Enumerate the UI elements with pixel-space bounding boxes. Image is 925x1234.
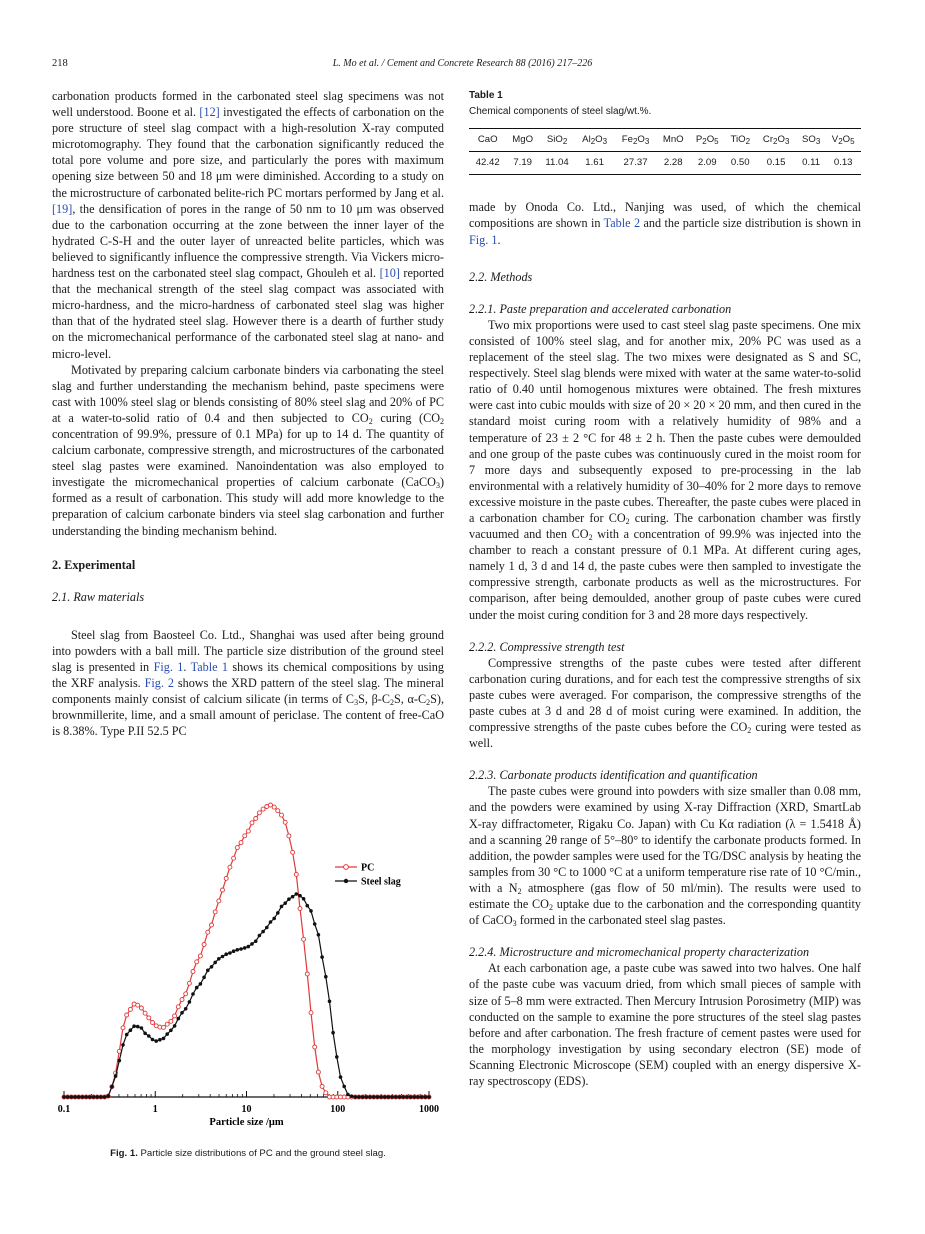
table-cell: 11.04 xyxy=(545,157,569,169)
data-point xyxy=(316,1070,320,1074)
reference-link[interactable]: Fig. 1 xyxy=(469,232,498,247)
legend-marker xyxy=(344,865,349,870)
running-title: L. Mo et al. / Cement and Concrete Research 88 (2016) 217–226 xyxy=(332,58,593,69)
data-point xyxy=(73,1095,77,1099)
table-header-cell: $Cr_2O_3$ xyxy=(762,134,790,147)
data-point xyxy=(243,834,247,838)
data-point xyxy=(140,1026,144,1030)
data-point xyxy=(416,1095,420,1099)
data-point xyxy=(188,1000,192,1004)
data-point xyxy=(206,930,210,934)
data-point xyxy=(276,809,280,813)
data-point xyxy=(191,970,195,974)
data-point xyxy=(313,1045,317,1049)
x-tick-label: 100 xyxy=(330,1104,346,1115)
table-header-cell: CaO xyxy=(477,134,498,146)
data-point xyxy=(413,1095,417,1099)
data-point xyxy=(254,939,258,943)
data-point xyxy=(121,1026,125,1030)
data-point xyxy=(103,1095,107,1099)
data-point xyxy=(162,1037,166,1041)
data-point xyxy=(376,1095,380,1099)
reference-link[interactable]: [19] xyxy=(52,201,73,216)
x-tick-label: 0.1 xyxy=(57,1104,71,1115)
data-point xyxy=(162,1025,166,1029)
data-point xyxy=(287,897,291,901)
subscript: 3 xyxy=(435,481,440,491)
data-point xyxy=(195,960,199,964)
data-point xyxy=(121,1043,125,1047)
data-point xyxy=(228,865,232,869)
data-point xyxy=(147,1016,151,1020)
data-point xyxy=(169,1029,173,1033)
data-point xyxy=(372,1095,376,1099)
data-point xyxy=(210,965,214,969)
section-raw-materials-heading: 2.1. Raw materials xyxy=(52,589,145,604)
data-point xyxy=(180,998,184,1002)
data-point xyxy=(298,894,302,898)
data-point xyxy=(272,917,276,921)
reference-link[interactable]: Table 1 xyxy=(190,660,228,674)
data-point xyxy=(180,1011,184,1015)
data-point xyxy=(236,948,240,952)
data-point xyxy=(335,1055,339,1059)
figure-1-caption-text: Particle size distributions of PC and the ground steel slag. xyxy=(137,1148,386,1159)
data-point xyxy=(95,1095,99,1099)
data-point xyxy=(62,1095,66,1099)
section-experimental-heading: 2. Experimental xyxy=(52,557,136,572)
chemical-components-table xyxy=(469,128,861,175)
paragraph-microstructure: At each carbonation age, a paste cube was sawed into two halves. One half of the paste cube was vacuum dried, from which small pieces of sample with size of 5–8 mm were extracted. Then Mercury Intrusion Porosimetry (MIP) was conducted on the sample to examine the pore structures of the steel slag pastes before and after carbonation. The fresh fracture of cement pastes were used for the morphology investigation by using secondary electron (SE) mode of Scanning Electronic Microscope (SEM) coupled with an energy dispersive X-ray spectroscopy (EDS). xyxy=(469,961,861,1088)
data-point xyxy=(232,949,236,953)
data-point xyxy=(151,1021,155,1025)
data-point xyxy=(176,1005,180,1009)
table-header-row xyxy=(469,129,861,152)
data-point xyxy=(199,982,203,986)
data-point xyxy=(106,1094,110,1098)
data-point xyxy=(202,976,206,980)
subscript: 2 xyxy=(390,698,394,708)
subscript: 2 xyxy=(426,698,431,708)
page-number: 218 xyxy=(52,58,68,69)
data-point xyxy=(247,945,251,949)
reference-link[interactable]: Table 2 xyxy=(603,216,641,231)
paragraph-compressive-strength: Compressive strengths of the paste cubes were tested after different carbonation curing durations, and for each test the compressive strengths of six paste cubes were averaged. For comparison, the compressive strengths of the paste cubes at 3 d and 28 d of moist curing were examined. In addition, the compressive strengths of the paste cubes before the $CO_2$ curing were tested as well. xyxy=(469,655,861,751)
table-cell: 0.11 xyxy=(802,157,821,169)
section-paste-preparation-heading: 2.2.1. Paste preparation and accelerated carbonation xyxy=(469,301,732,316)
data-point xyxy=(81,1095,85,1099)
data-point xyxy=(424,1095,428,1099)
data-point xyxy=(309,1011,313,1015)
data-point xyxy=(324,975,328,979)
table-header-cell: $V_2O_5$ xyxy=(831,134,855,147)
left-column xyxy=(52,88,444,739)
data-point xyxy=(313,922,317,926)
table-header-cell: $Fe_2O_3$ xyxy=(621,134,650,147)
data-point xyxy=(143,1032,147,1036)
data-point xyxy=(272,805,276,809)
data-point xyxy=(224,952,228,956)
data-point xyxy=(195,986,199,990)
data-point xyxy=(261,930,265,934)
data-point xyxy=(280,813,284,817)
table-cell: 2.09 xyxy=(697,157,717,169)
legend-label: PC xyxy=(361,862,375,874)
data-point xyxy=(280,905,284,909)
data-point xyxy=(365,1095,369,1099)
right-column xyxy=(469,88,861,1089)
paragraph-intro-continued: carbonation products formed in the carbonated steel slag specimens was not well understood. Boone et al. [12] investigated the effects of carbonation on the pore structure of steel slag compact with a high-resolution X-ray computed microtomography. They found that the carbonation significantly reduced the total pore volume and pore size, and particularly the pores with maximum opening size between 50 and 18 μm were diminished. According to a study on the microstructure of carbonated belite-rich PC mortars performed by Jang et al. [19], the densification of pores in the range of 50 nm to 10 μm was observed due to the carbonation occurring at the zone between the inner layer of the hydrated C-S-H and the outer layer of unreacted belite particles, which was believed to significantly influence the compressive strength. Via Vickers micro-hardness test on the carbonated steel slag compact, Ghouleh et al. [10] reported that the mechanical strength of the steel slag compact was associated with micro-hardness, and the micro-hardness of carbonated steel slag was higher than that of the hydrated steel slag. However there is a dearth of further study on the micromechanical performance of the carbonated steel slag at nano- and micro-level. xyxy=(52,89,444,361)
series-line-steel-slag xyxy=(64,894,429,1097)
subscript: 2 xyxy=(747,726,752,736)
data-point xyxy=(257,811,261,815)
paragraph-carbonate-products: The paste cubes were ground into powders with size smaller than 0.08 mm, and the powders were examined by using X-ray Diffraction (XRD, SmartLab X-ray diffractometer, Rigaku Co. Japan) with Cu Kα radiation (λ = 1.5418 Å) and a scanning 2θ range of 5°–80° to identify the carbonate products formed. In addition, the powder samples were used for the TG/DSC analysis by heating the samples from 30 °C to 1000 °C at a uniform temperature rise rate of 10 °C/min., with a $N_2$ atmosphere (gas flow of 50 ml/min). The results were used to estimate the $CO_2$ uptake due to the carbonation and the corresponding quantity of CaCO$_3$ formed in the carbonated steel slag pastes. xyxy=(469,784,862,929)
data-point xyxy=(287,834,291,838)
data-point xyxy=(398,1095,402,1099)
data-point xyxy=(295,892,299,896)
figure-1-caption-label: Fig. 1. xyxy=(110,1148,138,1159)
paragraph-raw-materials: Steel slag from Baosteel Co. Ltd., Shanghai was used after being ground into powders with a ball mill. The particle size distribution of the ground steel slag is presented in Fig. 1. Table 1 shows its chemical compositions by using the XRF analysis. Fig. 2 shows the XRD pattern of the steel slag. The mineral components mainly consist of calcium silicate (in terms of $C_3S$, $\beta-C_2S$, $\alpha-C_2S$), brownmillerite, lime, and a small amount of periclase. The content of free-CaO is 8.38%. Type P.II 52.5 PC xyxy=(52,627,444,739)
data-point xyxy=(246,829,250,833)
paragraph-motivation: Motivated by preparing calcium carbonate binders via carbonating the steel slag and further understanding the mechanism behind, paste specimens were cast with 100% steel slag or blends consisting of 80% steel slag and 20% of PC at a water-to-solid ratio of 0.4 and then subjected to $CO_2$ curing ($CO_2$ concentration of 99.9%, pressure of 0.1 MPa) for up to 14 d. The quantity of calcium carbonate, compressive strength, and microstructures of the carbonated steel slag pastes were examined. Nanoindentation was also employed to investigate the micromechanical properties of calcium carbonate (CaCO$_3$) formed as a result of carbonation. This study will add more knowledge to the preparation of calcium carbonate binders via steel slag carbonation and further understanding the binding mechanism behind. xyxy=(52,362,445,538)
data-point xyxy=(198,954,202,958)
subscript: 2 xyxy=(625,516,630,526)
data-point xyxy=(139,1006,143,1010)
data-point xyxy=(239,947,243,951)
data-point xyxy=(125,1013,129,1017)
table-header-cell: $Al_2O_3$ xyxy=(582,134,608,147)
table-header-cell: MgO xyxy=(512,134,534,146)
data-point xyxy=(202,943,206,947)
figure-1-caption xyxy=(52,1148,444,1159)
data-point xyxy=(276,911,280,915)
paragraph-paste-preparation: Two mix proportions were used to cast steel slag paste specimens. One mix consisted of 100% steel slag, and for another mix, 20% PC was used as a replacement of the steel slag. The two mixes were designated as S and SC, respectively. Steel slag blends were mixed with water at the same water-to-solid ratio of 0.40 until homogenous mixtures were obtained. The fresh mixtures were cast into cubic moulds with size of 20 × 20 × 20 mm, and then cured in the standard moist curing room with a relatively humidity of 98% and a temperature of 23 ± 2 °C for 48 ± 2 h. Then the paste cubes were demoulded and one group of the paste cubes was continuously cured in the moist room for 7 more days and subsequently exposed to pre-processing in the lab environmental with a relatively humidity of 30–40% for 2 more days to remove excessive moisture in the paste cubes. Thereafter, the paste cubes were placed in a carbonation chamber for $CO_2$ curing. The carbonation chamber was firstly vacuumed and then $CO_2$ with a concentration of 99.9% was injected into the chamber to reach a constant pressure of 0.1 MPa. At different curing ages, namely 1 d, 3 d and 14 d, the paste cubes were then sampled to investigate the compressive strength, carbonate products as well as the microstructures. For comparison, after being demoulded, another group of paste cubes were cured under the moist curing condition for 3 and 28 more days respectively. xyxy=(469,317,861,622)
subscript: 2 xyxy=(548,903,553,913)
reference-link[interactable]: [10] xyxy=(379,266,400,281)
data-point xyxy=(221,888,225,892)
data-point xyxy=(110,1085,114,1089)
table-cell: 7.19 xyxy=(513,157,532,169)
reference-link[interactable]: Fig. 1 xyxy=(153,660,184,674)
data-point xyxy=(221,955,225,959)
data-point xyxy=(217,957,221,961)
data-point xyxy=(379,1095,383,1099)
data-point xyxy=(250,821,254,825)
data-point xyxy=(177,1017,181,1021)
data-point xyxy=(125,1033,129,1037)
data-point xyxy=(224,876,228,880)
data-point xyxy=(283,820,287,824)
x-tick-label: 1 xyxy=(152,1104,158,1115)
data-point xyxy=(206,969,210,973)
data-point xyxy=(92,1095,96,1099)
data-point xyxy=(99,1095,103,1099)
data-point xyxy=(302,897,306,901)
data-point xyxy=(258,934,262,938)
data-point xyxy=(232,856,236,860)
data-point xyxy=(261,807,265,811)
data-point xyxy=(427,1095,431,1099)
data-point xyxy=(84,1095,88,1099)
section-compressive-strength-heading: 2.2.2. Compressive strength test xyxy=(469,639,625,654)
subscript: 3 xyxy=(512,919,517,929)
data-point xyxy=(357,1095,361,1099)
table-cell: 42.42 xyxy=(475,157,500,169)
reference-link[interactable]: [12] xyxy=(199,105,220,120)
table-1 xyxy=(469,88,861,175)
table-1-caption: Chemical components of steel slag/wt.%. xyxy=(469,106,652,118)
data-point xyxy=(187,981,191,985)
section-microstructure-heading: 2.2.4. Microstructure and micromechanical property characterization xyxy=(469,945,810,960)
data-point xyxy=(165,1032,169,1036)
section-methods-heading: 2.2. Methods xyxy=(469,269,533,284)
x-tick-label: 1000 xyxy=(419,1104,439,1115)
legend-label: Steel slag xyxy=(361,876,401,888)
data-point xyxy=(331,1031,335,1035)
data-point xyxy=(265,926,269,930)
data-point xyxy=(173,1024,177,1028)
table-cell: 0.15 xyxy=(766,157,786,169)
data-point xyxy=(136,1003,140,1007)
data-point xyxy=(401,1095,405,1099)
data-point xyxy=(291,895,295,899)
table-header-cell: MnO xyxy=(662,134,684,146)
data-point xyxy=(66,1095,70,1099)
data-point xyxy=(320,1084,324,1088)
data-point xyxy=(154,1039,158,1043)
data-point xyxy=(361,1095,365,1099)
data-point xyxy=(350,1094,354,1098)
data-point xyxy=(383,1095,387,1099)
data-point xyxy=(346,1093,350,1097)
data-point xyxy=(390,1095,394,1099)
data-point xyxy=(118,1059,122,1063)
table-1-label: Table 1 xyxy=(469,90,503,101)
data-point xyxy=(302,937,306,941)
data-point xyxy=(342,1085,346,1089)
data-point xyxy=(394,1095,398,1099)
table-header-cell: $P_2O_5$ xyxy=(695,134,719,147)
data-point xyxy=(143,1011,147,1015)
data-point xyxy=(387,1095,391,1099)
data-point xyxy=(217,899,221,903)
section-carbonate-products-heading: 2.2.3. Carbonate products identification and quantification xyxy=(469,768,758,783)
table-cell: 2.28 xyxy=(663,157,683,169)
data-point xyxy=(169,1019,173,1023)
data-point xyxy=(213,910,217,914)
subscript: 2 xyxy=(517,886,522,896)
table-cell: 27.37 xyxy=(623,157,648,169)
data-point xyxy=(368,1095,372,1099)
data-point xyxy=(165,1022,169,1026)
table-header-cell: TiO$_2$ xyxy=(730,134,751,147)
data-point xyxy=(306,904,310,908)
data-point xyxy=(269,920,273,924)
data-point xyxy=(243,946,247,950)
data-point xyxy=(184,1007,188,1011)
data-point xyxy=(235,846,239,850)
data-point xyxy=(291,850,295,854)
data-point xyxy=(70,1095,74,1099)
figure-1-particle-size-chart xyxy=(52,795,444,1135)
table-header-cell: SiO$_2$ xyxy=(546,134,568,147)
data-point xyxy=(158,1038,162,1042)
data-point xyxy=(305,972,309,976)
data-point xyxy=(173,1014,177,1018)
subscript: 3 xyxy=(354,698,359,708)
data-point xyxy=(298,907,302,911)
data-point xyxy=(151,1038,155,1042)
data-point xyxy=(213,961,217,965)
data-point xyxy=(320,955,324,959)
data-point xyxy=(420,1095,424,1099)
data-point xyxy=(128,1007,132,1011)
table-row xyxy=(469,152,861,175)
table-header-cell: $SO_3$ xyxy=(801,134,821,147)
subscript: 2 xyxy=(440,416,445,426)
data-point xyxy=(136,1025,140,1029)
data-point xyxy=(339,1075,343,1079)
data-point xyxy=(88,1095,92,1099)
reference-link[interactable]: Fig. 2 xyxy=(144,676,174,691)
data-point xyxy=(239,841,243,845)
data-point xyxy=(405,1095,409,1099)
data-point xyxy=(328,1000,332,1004)
data-point xyxy=(354,1095,358,1099)
x-axis-label: Particle size /μm xyxy=(209,1117,284,1128)
data-point xyxy=(210,923,214,927)
x-tick-label: 10 xyxy=(241,1104,252,1115)
data-point xyxy=(114,1074,118,1078)
data-point xyxy=(324,1091,328,1095)
data-point xyxy=(132,1024,136,1028)
data-point xyxy=(250,942,254,946)
data-point xyxy=(309,909,313,913)
data-point xyxy=(191,992,195,996)
data-point xyxy=(228,951,232,955)
subscript: 2 xyxy=(368,416,373,426)
data-point xyxy=(254,817,258,821)
table-cell: 1.61 xyxy=(585,157,604,169)
data-point xyxy=(77,1095,81,1099)
table-cell: 0.13 xyxy=(833,157,853,169)
data-point xyxy=(294,872,298,876)
data-point xyxy=(129,1028,133,1032)
subscript: 2 xyxy=(588,533,593,543)
data-point xyxy=(409,1095,413,1099)
data-point xyxy=(184,992,188,996)
paragraph-pc-materials: made by Onoda Co. Ltd., Nanjing was used, of which the chemical compositions are shown in Table 2 and the particle size distribution is shown in Fig. 1. xyxy=(469,200,861,247)
data-point xyxy=(283,901,287,905)
table-cell: 0.50 xyxy=(730,157,750,169)
data-point xyxy=(147,1034,151,1038)
legend-marker xyxy=(344,879,348,883)
data-point xyxy=(317,933,321,937)
